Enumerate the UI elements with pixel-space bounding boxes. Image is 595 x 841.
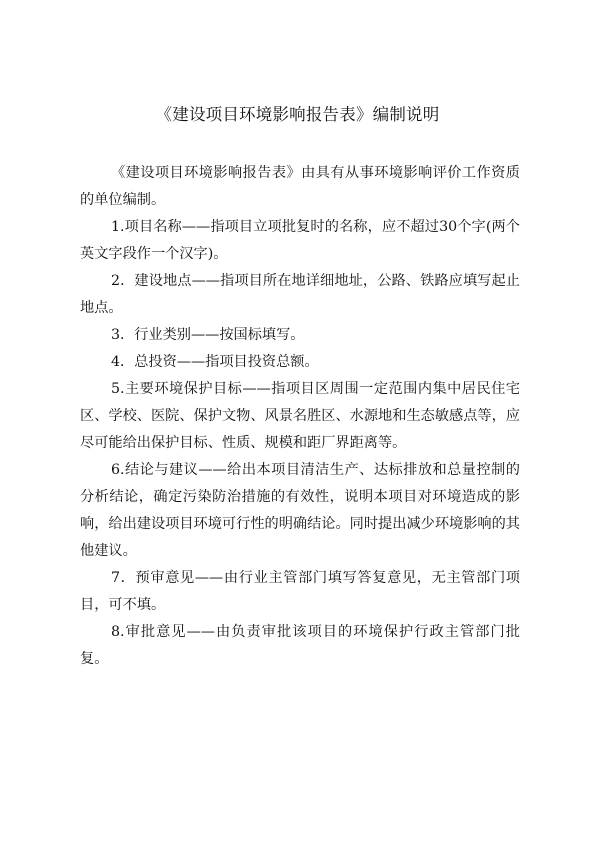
paragraph-protection-targets: 5.主要环境保护目标——指项目区周围一定范围内集中居民住宅区、学校、医院、保护文物、风景名胜区、水源地和生态敏感点等，应尽可能给出保护目标、性质、规模和距厂界距离等。: [80, 381, 520, 451]
paragraph-conclusions: 6.结论与建议——给出本项目清洁生产、达标排放和总量控制的分析结论，确定污染防治措施的有效性，说明本项目对环境造成的影响，给出建设项目环境可行性的明确结论。同时提出减少环境影响的其他建议。: [80, 462, 520, 559]
document-title: 《建设项目环境影响报告表》编制说明: [155, 105, 440, 124]
paragraph-intro: 《建设项目环境影响报告表》由具有从事环境影响评价工作资质的单位编制。: [80, 165, 520, 208]
paragraph-total-investment: 4．总投资——指项目投资总额。: [111, 354, 319, 370]
paragraph-project-name: 1.项目名称——指项目立项批复时的名称，应不超过30个字(两个英文字段作一个汉字)。: [80, 219, 520, 262]
document-body: [80, 160, 520, 673]
paragraph-approval-opinion: 8.审批意见——由负责审批该项目的环境保护行政主管部门批复。: [80, 624, 520, 667]
paragraph-preliminary-review: 7．预审意见——由行业主管部门填写答复意见，无主管部门项目，可不填。: [80, 570, 520, 613]
paragraph-construction-site: 2．建设地点——指项目所在地详细地址，公路、铁路应填写起止地点。: [80, 273, 520, 316]
paragraph-industry-category: 3．行业类别——按国标填写。: [111, 327, 305, 343]
